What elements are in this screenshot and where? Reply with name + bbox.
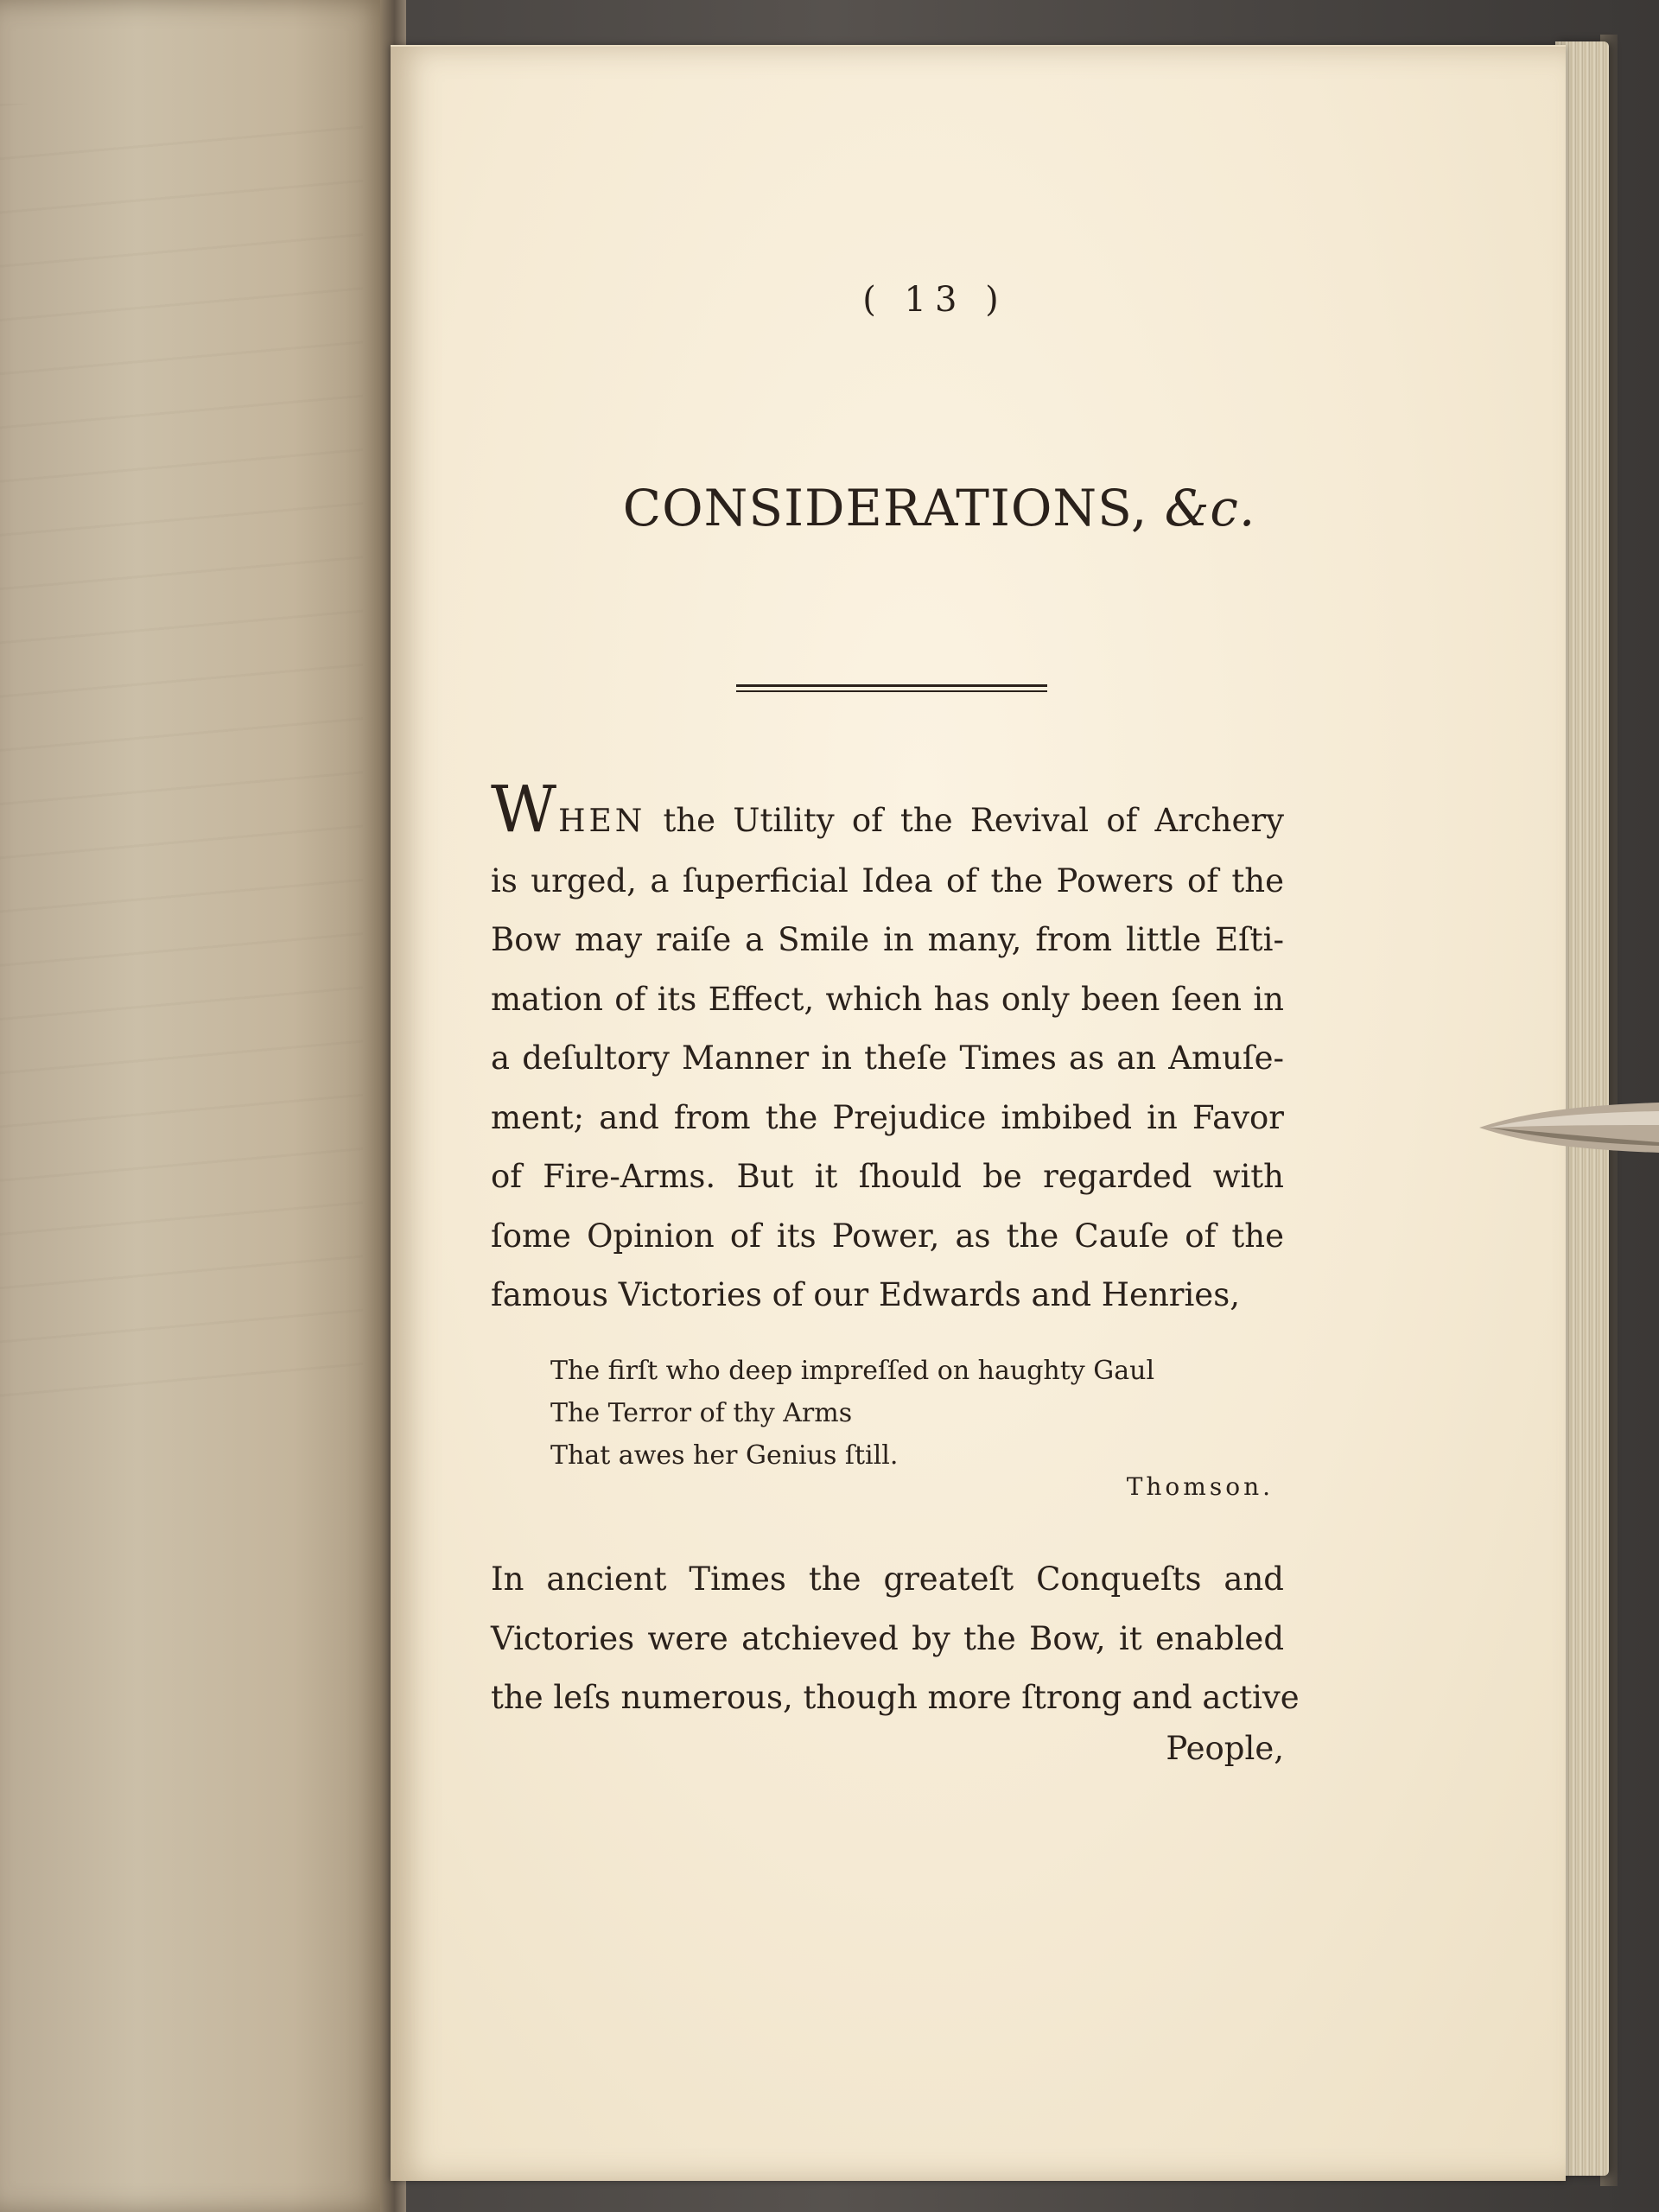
show-through-texture bbox=[0, 104, 363, 1400]
paragraph-2-line: In ancient Times the greateſt Conqueſts and bbox=[491, 1560, 1284, 1598]
verse-attribution: Thomson. bbox=[1126, 1472, 1274, 1501]
paragraph-1-line: ſome Opinion of its Power, as the Cauſe of the bbox=[491, 1217, 1284, 1255]
verse-line: The firſt who deep impreſſed on haughty Gaul bbox=[550, 1356, 1155, 1386]
paragraph-2-line: the leſs numerous, though more ſtrong and active bbox=[491, 1679, 1300, 1716]
page-number: ( 13 ) bbox=[862, 280, 1007, 320]
verse-quotation bbox=[550, 1350, 1242, 1477]
left-facing-page bbox=[0, 0, 391, 2212]
paragraph-1 bbox=[491, 772, 1284, 1325]
paragraph-1-line: famous Victories of our Edwards and Henries, bbox=[491, 1276, 1240, 1313]
paragraph-1-line-text: the Utility of the Revival of Archery bbox=[645, 802, 1284, 839]
small-caps-word: HEN bbox=[558, 804, 646, 839]
paragraph-2-line: Victories were atchieved by the Bow, it enabled bbox=[491, 1619, 1284, 1657]
paragraph-1-line: ment; and from the Prejudice imbibed in Favor bbox=[491, 1098, 1284, 1136]
paragraph-1-line bbox=[491, 772, 1284, 852]
double-rule-divider bbox=[736, 684, 1047, 692]
bookmark-tip bbox=[1479, 1090, 1659, 1165]
paragraph-1-line: Bow may raiſe a Smile in many, from little Eſti- bbox=[491, 921, 1284, 958]
paragraph-1-line: is urged, a ſuperficial Idea of the Powers of the bbox=[491, 861, 1284, 899]
paragraph-1-line: of Fire-Arms. But it ſhould be regarded with bbox=[491, 1158, 1284, 1195]
paragraph-1-line: mation of its Effect, which has only been ſeen in bbox=[491, 980, 1284, 1018]
paragraph-1-line: a deſultory Manner in theſe Times as an Amuſe- bbox=[491, 1039, 1284, 1077]
title-main: CONSIDERATIONS, bbox=[622, 479, 1148, 537]
catchword: People, bbox=[1166, 1730, 1284, 1767]
drop-cap: W bbox=[491, 772, 559, 847]
title-etc: &c. bbox=[1164, 479, 1256, 537]
right-page bbox=[391, 45, 1566, 2181]
verse-line: The Terror of thy Arms bbox=[550, 1398, 853, 1428]
bookmark-body bbox=[1479, 1103, 1659, 1153]
page-title bbox=[529, 479, 1350, 537]
paragraph-2 bbox=[491, 1550, 1300, 1728]
verse-line: That awes her Genius ſtill. bbox=[550, 1440, 899, 1471]
